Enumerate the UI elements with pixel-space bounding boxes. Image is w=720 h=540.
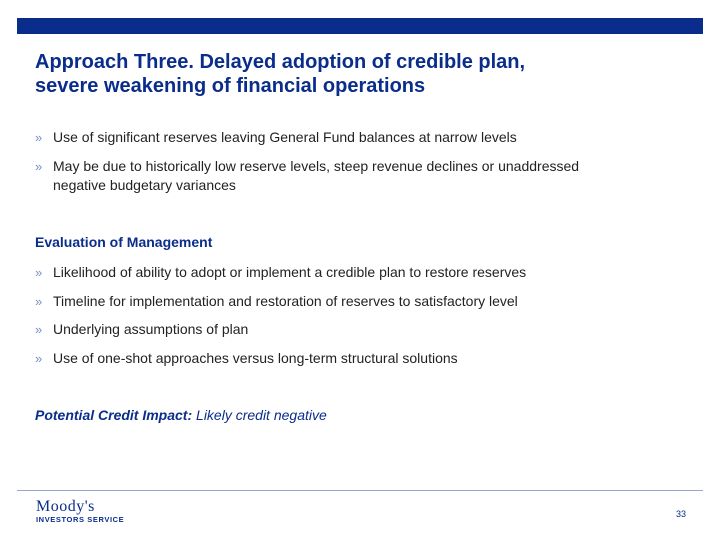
bullet-text: Use of significant reserves leaving General Fund balances at narrow levels	[53, 129, 517, 145]
bullet-text: Likelihood of ability to adopt or implement a credible plan to restore reserves	[53, 264, 527, 280]
list-item	[35, 292, 695, 311]
bullet-text: May be due to historically low reserve levels, steep revenue declines or unaddressed	[53, 158, 580, 174]
section-heading: Evaluation of Management	[35, 234, 213, 250]
credit-impact-value: Likely credit negative	[196, 407, 327, 423]
chevron-bullet-icon: »	[35, 350, 43, 366]
credit-impact-line	[35, 407, 327, 423]
intro-bullet-list	[35, 128, 695, 205]
list-item	[35, 349, 695, 368]
list-item	[35, 320, 695, 339]
list-item	[35, 263, 695, 282]
footer-divider	[17, 490, 703, 491]
title-line-1: Approach Three. Delayed adoption of credible plan,	[35, 51, 526, 73]
slide-title	[35, 50, 695, 98]
logo-subtitle: INVESTORS SERVICE	[36, 515, 125, 524]
header-bar	[17, 18, 703, 34]
title-line-2: severe weakening of financial operations	[35, 75, 426, 97]
chevron-bullet-icon: »	[35, 322, 43, 337]
chevron-bullet-icon: »	[35, 159, 43, 174]
page-number: 33	[675, 509, 686, 519]
credit-impact-label: Potential Credit Impact:	[35, 407, 193, 423]
bullet-text: negative budgetary variances	[53, 177, 236, 193]
chevron-bullet-icon: »	[35, 265, 43, 280]
bullet-text: Use of one-shot approaches versus long-term structural solutions	[53, 349, 458, 366]
evaluation-bullet-list	[35, 263, 695, 377]
bullet-text: Timeline for implementation and restoration of reserves to satisfactory level	[53, 292, 518, 309]
moodys-logo	[36, 498, 124, 525]
list-item	[35, 157, 695, 195]
chevron-bullet-icon: »	[35, 293, 43, 309]
bullet-text: Underlying assumptions of plan	[53, 321, 249, 337]
logo-name: Moody's	[36, 498, 95, 515]
chevron-bullet-icon: »	[35, 130, 43, 145]
list-item	[35, 128, 695, 147]
